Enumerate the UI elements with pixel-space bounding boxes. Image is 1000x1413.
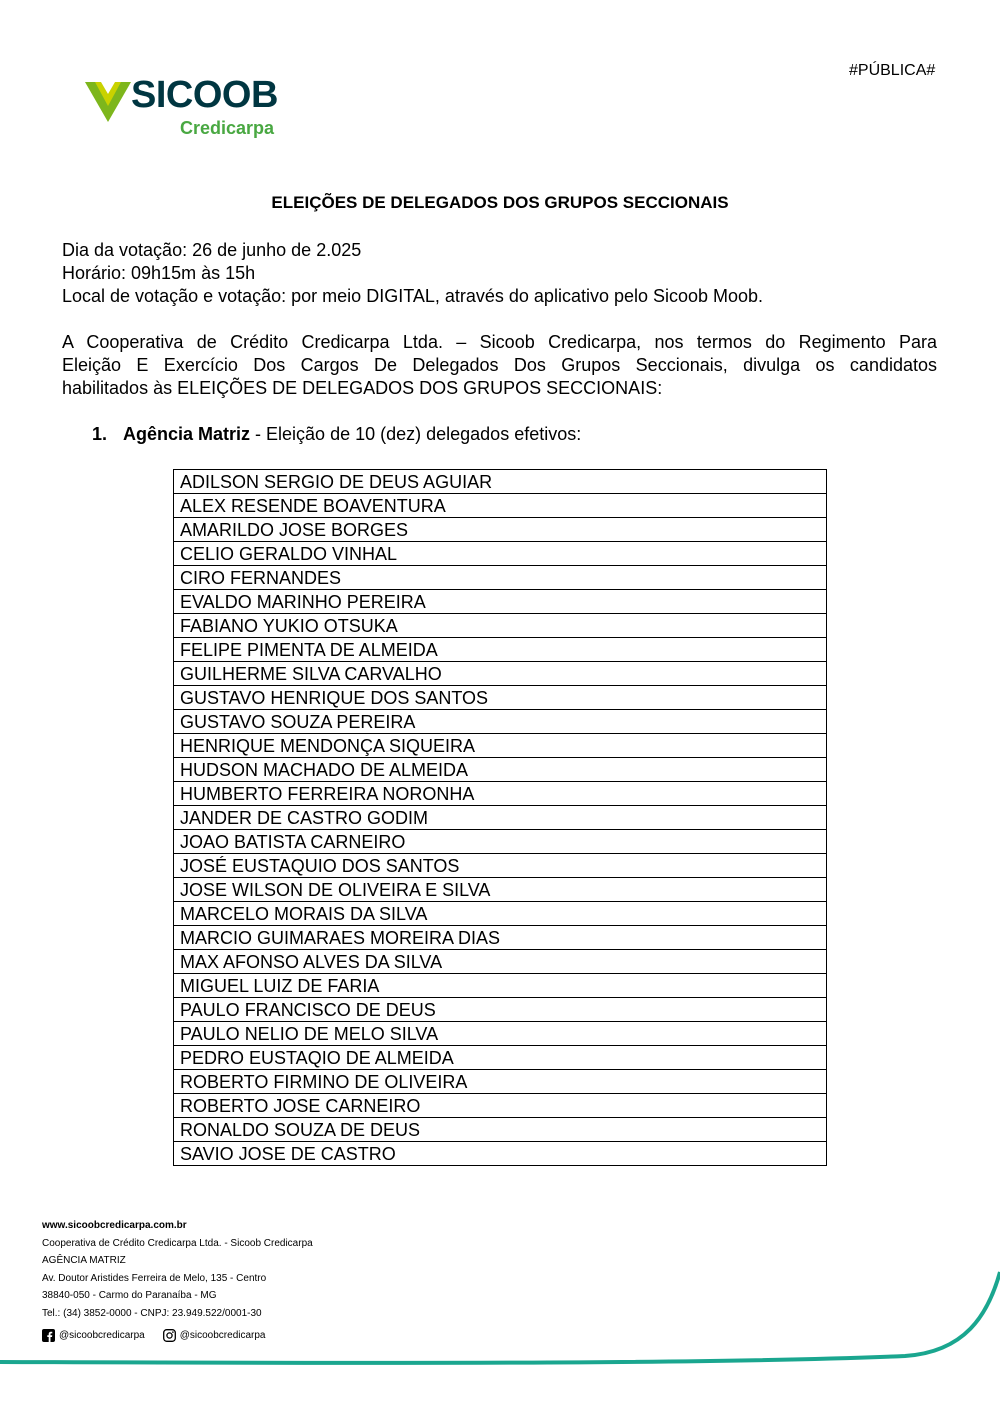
table-row <box>174 926 827 950</box>
logo-unit-text: Credicarpa <box>180 118 275 138</box>
candidate-name: JOAO BATISTA CARNEIRO <box>174 830 827 854</box>
candidate-name: HUDSON MACHADO DE ALMEIDA <box>174 758 827 782</box>
candidate-name: HUMBERTO FERREIRA NORONHA <box>174 782 827 806</box>
document-title: ELEIÇÕES DE DELEGADOS DOS GRUPOS SECCIONAIS <box>271 193 729 212</box>
candidate-name: JANDER DE CASTRO GODIM <box>174 806 827 830</box>
table-row <box>174 734 827 758</box>
candidate-name: ROBERTO FIRMINO DE OLIVEIRA <box>174 1070 827 1094</box>
candidate-name: GUSTAVO HENRIQUE DOS SANTOS <box>174 686 827 710</box>
instagram-handle[interactable]: @sicoobcredicarpa <box>179 1329 266 1341</box>
candidate-name: MIGUEL LUIZ DE FARIA <box>174 974 827 998</box>
table-row <box>174 974 827 998</box>
table-row <box>174 614 827 638</box>
footer-wave-decoration <box>0 1270 1000 1370</box>
footer-company: Cooperativa de Crédito Credicarpa Ltda. - Sicoob Credicarpa <box>42 1237 313 1249</box>
candidate-name: GUILHERME SILVA CARVALHO <box>174 662 827 686</box>
sicoob-logo <box>85 74 305 142</box>
footer-address: Av. Doutor Aristides Ferreira de Melo, 135 - Centro <box>42 1272 267 1284</box>
classification-label: #PÚBLICA# <box>849 62 936 79</box>
table-row <box>174 710 827 734</box>
candidate-name: ADILSON SERGIO DE DEUS AGUIAR <box>174 470 827 494</box>
table-row <box>174 998 827 1022</box>
section-number: 1. <box>92 424 108 444</box>
candidate-name: AMARILDO JOSE BORGES <box>174 518 827 542</box>
candidate-name: MARCELO MORAIS DA SILVA <box>174 902 827 926</box>
candidate-name: ALEX RESENDE BOAVENTURA <box>174 494 827 518</box>
table-row <box>174 1118 827 1142</box>
candidate-name: PAULO NELIO DE MELO SILVA <box>174 1022 827 1046</box>
candidate-name: ROBERTO JOSE CARNEIRO <box>174 1094 827 1118</box>
candidate-name: CIRO FERNANDES <box>174 566 827 590</box>
candidate-name: MARCIO GUIMARAES MOREIRA DIAS <box>174 926 827 950</box>
table-row <box>174 1046 827 1070</box>
table-row <box>174 1094 827 1118</box>
candidates-table <box>173 469 827 1166</box>
intro-line-3: habilitados às ELEIÇÕES DE DELEGADOS DOS GRUPOS SECCIONAIS: <box>62 378 663 398</box>
footer-contact: Tel.: (34) 3852-0000 - CNPJ: 23.949.522/0001-30 <box>42 1307 262 1319</box>
candidate-name: JOSE WILSON DE OLIVEIRA E SILVA <box>174 878 827 902</box>
voting-time: Horário: 09h15m às 15h <box>62 263 256 283</box>
table-row <box>174 518 827 542</box>
intro-line-2: Eleição E Exercício Dos Cargos De Delegados Dos Grupos Seccionais, divulga os candidatos <box>62 355 937 375</box>
table-row <box>174 830 827 854</box>
candidate-name: SAVIO JOSE DE CASTRO <box>174 1142 827 1166</box>
table-row <box>174 1142 827 1166</box>
intro-paragraph <box>62 331 937 400</box>
candidate-name: EVALDO MARINHO PEREIRA <box>174 590 827 614</box>
candidate-name: MAX AFONSO ALVES DA SILVA <box>174 950 827 974</box>
voting-location: Local de votação e votação: por meio DIGITAL, através do aplicativo pelo Sicoob Moob. <box>62 286 764 306</box>
candidate-name: PEDRO EUSTAQIO DE ALMEIDA <box>174 1046 827 1070</box>
voting-date: Dia da votação: 26 de junho de 2.025 <box>62 240 362 260</box>
logo-brand-text: SICOOB <box>131 74 278 116</box>
candidate-name: PAULO FRANCISCO DE DEUS <box>174 998 827 1022</box>
sicoob-logo-icon <box>85 80 131 126</box>
candidate-name: RONALDO SOUZA DE DEUS <box>174 1118 827 1142</box>
table-row <box>174 662 827 686</box>
table-row <box>174 902 827 926</box>
table-row <box>174 590 827 614</box>
candidate-name: GUSTAVO SOUZA PEREIRA <box>174 710 827 734</box>
footer-city: 38840-050 - Carmo do Paranaíba - MG <box>42 1290 217 1302</box>
section-heading <box>92 424 581 445</box>
table-row <box>174 950 827 974</box>
candidate-name: JOSÉ EUSTAQUIO DOS SANTOS <box>174 854 827 878</box>
table-row <box>174 878 827 902</box>
facebook-handle[interactable]: @sicoobcredicarpa <box>59 1329 145 1341</box>
table-row <box>174 686 827 710</box>
table-row <box>174 806 827 830</box>
table-row <box>174 854 827 878</box>
table-row <box>174 1022 827 1046</box>
footer-website[interactable]: www.sicoobcredicarpa.com.br <box>42 1220 187 1231</box>
table-row <box>174 470 827 494</box>
candidate-name: FABIANO YUKIO OTSUKA <box>174 614 827 638</box>
table-row <box>174 1070 827 1094</box>
section-description: - Eleição de 10 (dez) delegados efetivos: <box>250 424 582 444</box>
table-row <box>174 566 827 590</box>
table-row <box>174 494 827 518</box>
candidate-name: HENRIQUE MENDONÇA SIQUEIRA <box>174 734 827 758</box>
voting-info <box>62 239 763 308</box>
footer-branch: AGÊNCIA MATRIZ <box>42 1255 126 1267</box>
table-row <box>174 782 827 806</box>
table-row <box>174 758 827 782</box>
intro-line-1: A Cooperativa de Crédito Credicarpa Ltda. – Sicoob Credicarpa, nos termos do Regimento Para <box>62 332 937 352</box>
candidate-name: FELIPE PIMENTA DE ALMEIDA <box>174 638 827 662</box>
candidate-name: CELIO GERALDO VINHAL <box>174 542 827 566</box>
table-row <box>174 638 827 662</box>
table-row <box>174 542 827 566</box>
section-branch-name: Agência Matriz <box>123 424 251 444</box>
